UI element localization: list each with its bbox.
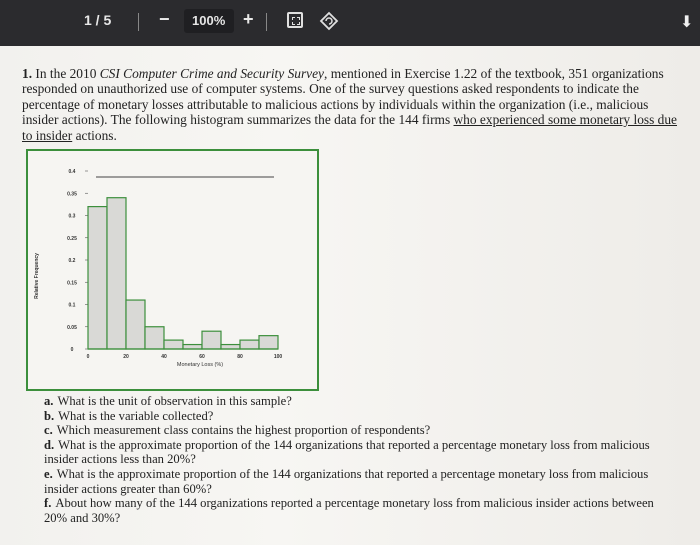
zoom-level-box[interactable] xyxy=(184,9,234,33)
y-tick-label: 0.05 xyxy=(67,324,77,331)
sub-question xyxy=(44,438,664,467)
histogram-chart xyxy=(28,151,317,389)
toolbar-divider xyxy=(138,13,139,31)
y-tick-label: 0.15 xyxy=(67,280,77,287)
survey-title: CSI Computer Crime and Security Survey xyxy=(99,66,325,81)
sub-question-label: a. xyxy=(44,394,54,408)
sub-question-label: b. xyxy=(44,408,55,423)
rotate-icon[interactable] xyxy=(318,10,340,32)
x-tick-label: 80 xyxy=(237,354,243,360)
y-tick-label: 0 xyxy=(70,347,74,353)
x-tick-label: 0 xyxy=(86,354,90,360)
question-paragraph xyxy=(22,66,682,143)
sub-question xyxy=(44,467,664,496)
question-text-middle: , mentioned in Exercise 1.22 of the textbook, 351 organizations responded on unauthorized use of computer systems. One of the survey questions asked respondents to indicate the percentage of monetary losses attributable to malicious actions by individuals within the organization (i.e., malicious insider actions). The following histogram summarizes the data for the 144 firms xyxy=(22,66,664,128)
x-axis xyxy=(87,349,283,360)
y-tick-label: 0.2 xyxy=(68,258,76,264)
sub-question-label: c. xyxy=(44,423,53,438)
x-tick-label: 20 xyxy=(123,354,129,360)
page-indicator[interactable]: 1 / 5 xyxy=(84,12,112,28)
sub-question xyxy=(44,496,664,525)
histogram-bar xyxy=(183,345,202,349)
sub-question-text: Which measurement class contains the highest proportion of respondents? xyxy=(56,423,431,438)
sub-question-text: What is the approximate proportion of the 144 organizations that reported a percentage monetary loss from malicious insider actions greater than 60%? xyxy=(44,466,649,496)
document-page xyxy=(0,46,700,545)
histogram-bar xyxy=(221,345,240,349)
sub-question-label: e. xyxy=(44,466,53,481)
y-tick-label: 0.3 xyxy=(68,213,76,220)
toolbar-divider xyxy=(266,13,267,31)
sub-question xyxy=(44,394,664,409)
x-tick-label: 100 xyxy=(273,354,283,360)
sub-question-text: What is the unit of observation in this sample? xyxy=(57,394,292,408)
question-text-end: actions. xyxy=(72,127,117,143)
sub-question-text: What is the variable collected? xyxy=(58,408,214,423)
question-text-underlined: who experienced some monetary loss due to insider xyxy=(22,112,677,143)
sub-questions xyxy=(44,394,664,525)
fit-page-icon[interactable] xyxy=(287,12,303,28)
x-tick-label: 40 xyxy=(161,354,167,360)
y-tick-label: 0.35 xyxy=(67,191,77,198)
y-tick-label: 0.4 xyxy=(68,169,76,175)
histogram-bar xyxy=(107,198,126,349)
y-tick-label: 0.25 xyxy=(67,235,77,242)
histogram-bar xyxy=(126,300,145,349)
histogram-bar xyxy=(240,340,259,349)
histogram-bar xyxy=(145,327,164,349)
sub-question-text: About how many of the 144 organizations reported a percentage monetary loss from malicious insider actions between 20% and 30%? xyxy=(44,496,654,525)
sub-question xyxy=(44,423,664,438)
question-number: 1. xyxy=(22,66,33,81)
pdf-toolbar xyxy=(0,0,700,46)
histogram-bar xyxy=(259,336,278,349)
y-tick-label: 0.1 xyxy=(68,302,76,309)
y-axis-label: Relative Frequency xyxy=(34,253,40,299)
sub-question-label: f. xyxy=(44,496,52,511)
zoom-level: 100% xyxy=(192,13,226,28)
sub-question-label: d. xyxy=(44,437,55,452)
histogram-bar xyxy=(202,331,221,349)
x-tick-label: 60 xyxy=(199,354,205,360)
sub-question-text: What is the approximate proportion of the 144 organizations that reported a percentage monetary loss from malicious insider actions less than 20%? xyxy=(44,437,650,467)
zoom-out-button[interactable]: − xyxy=(159,9,170,29)
histogram-bar xyxy=(88,207,107,349)
histogram-bar xyxy=(164,340,183,349)
zoom-in-button[interactable]: + xyxy=(243,9,254,29)
sub-question xyxy=(44,409,664,424)
question-text-start: In the 2010 xyxy=(35,66,100,81)
x-axis-label: Monetary Loss (%) xyxy=(176,362,224,368)
bars xyxy=(88,198,278,349)
download-icon[interactable]: ⬇ xyxy=(680,14,694,31)
histogram-figure xyxy=(26,149,319,391)
